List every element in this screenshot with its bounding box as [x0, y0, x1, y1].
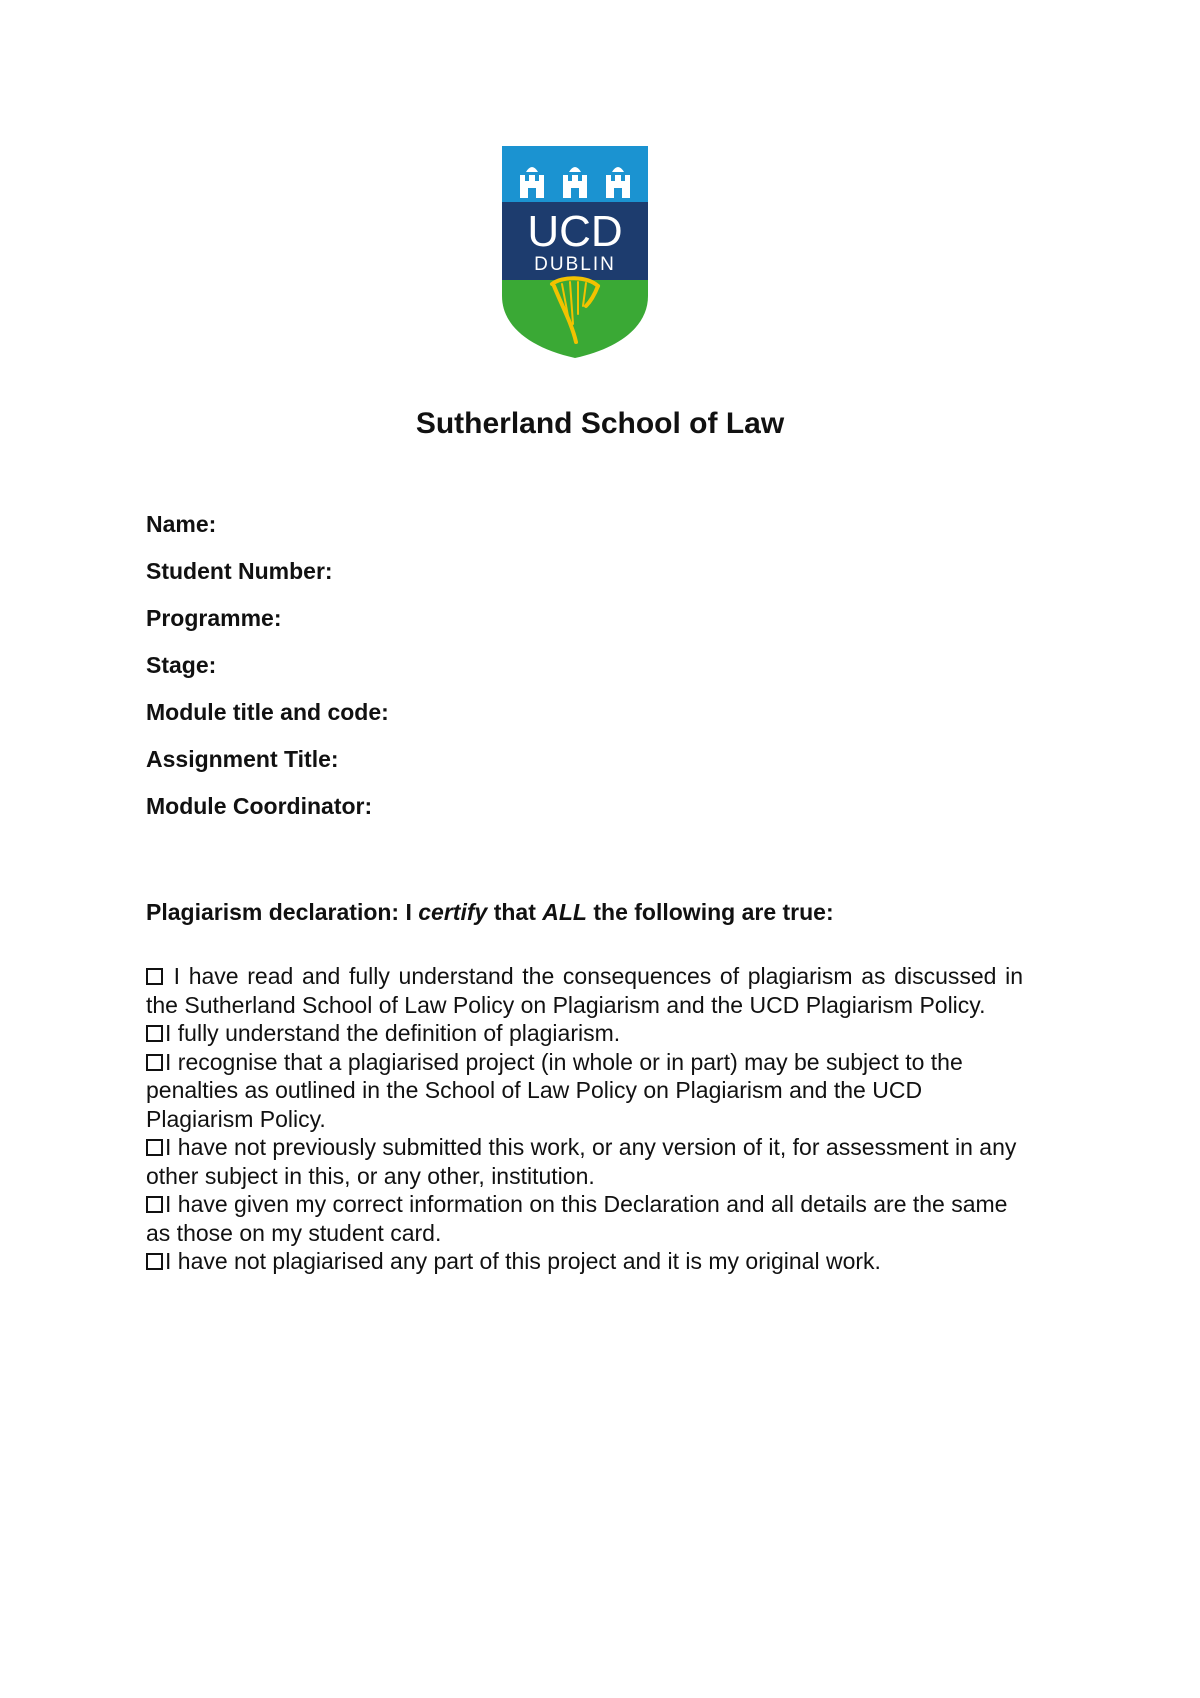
declaration-middle: that	[487, 899, 543, 925]
castle-icons	[520, 167, 630, 198]
declaration-item-text: I fully understand the definition of plagiarism.	[165, 1020, 621, 1046]
logo-dublin-text: DUBLIN	[534, 254, 616, 275]
field-assignment-title-label: Assignment Title:	[146, 746, 339, 772]
checkbox[interactable]	[146, 1025, 163, 1042]
declaration-item-text: I have read and fully understand the consequences of plagiarism as discussed in the Sutherland School of Law Policy on Plagiarism and the UCD Plagiarism Policy.	[146, 963, 1024, 1018]
declaration-item	[146, 1048, 1023, 1134]
field-module-title-label: Module title and code:	[146, 699, 389, 725]
field-programme-label: Programme:	[146, 605, 282, 631]
logo-ucd-text: UCD	[527, 207, 623, 256]
declaration-item-text: I have not plagiarised any part of this project and it is my original work.	[165, 1248, 881, 1274]
declaration-item-text: I have not previously submitted this work, or any version of it, for assessment in any other subject in this, or any other, institution.	[146, 1134, 1017, 1189]
declaration-item	[146, 962, 1023, 1019]
field-stage-label: Stage:	[146, 652, 217, 678]
declaration-item	[146, 1133, 1023, 1190]
declaration-item-text: I have given my correct information on this Declaration and all details are the same as those on my student card.	[146, 1191, 1008, 1246]
checkbox[interactable]	[146, 968, 163, 985]
declaration-suffix: the following are true:	[586, 899, 834, 925]
checkbox[interactable]	[146, 1139, 163, 1156]
declaration-item	[146, 1190, 1023, 1247]
checkbox[interactable]	[146, 1196, 163, 1213]
declaration-heading	[146, 899, 834, 926]
field-student-number-label: Student Number:	[146, 558, 333, 584]
page-title: Sutherland School of Law	[415, 407, 785, 440]
ucd-logo	[502, 146, 648, 358]
declaration-item-text: I recognise that a plagiarised project (in whole or in part) may be subject to the penalties as outlined in the School of Law Policy on Plagiarism and the UCD Plagiarism Policy.	[146, 1048, 963, 1132]
field-name-label: Name:	[146, 511, 217, 537]
declaration-item	[146, 1247, 1023, 1276]
declaration-all: ALL	[542, 899, 587, 925]
declaration-prefix: Plagiarism declaration: I	[146, 899, 419, 925]
crest-green-band	[502, 280, 648, 358]
declaration-list	[146, 962, 1023, 1276]
field-module-coordinator-label: Module Coordinator:	[146, 793, 373, 819]
checkbox[interactable]	[146, 1253, 163, 1270]
checkbox[interactable]	[146, 1054, 163, 1071]
declaration-certify: certify	[418, 899, 488, 925]
declaration-item	[146, 1019, 1023, 1048]
student-details	[146, 511, 1046, 840]
